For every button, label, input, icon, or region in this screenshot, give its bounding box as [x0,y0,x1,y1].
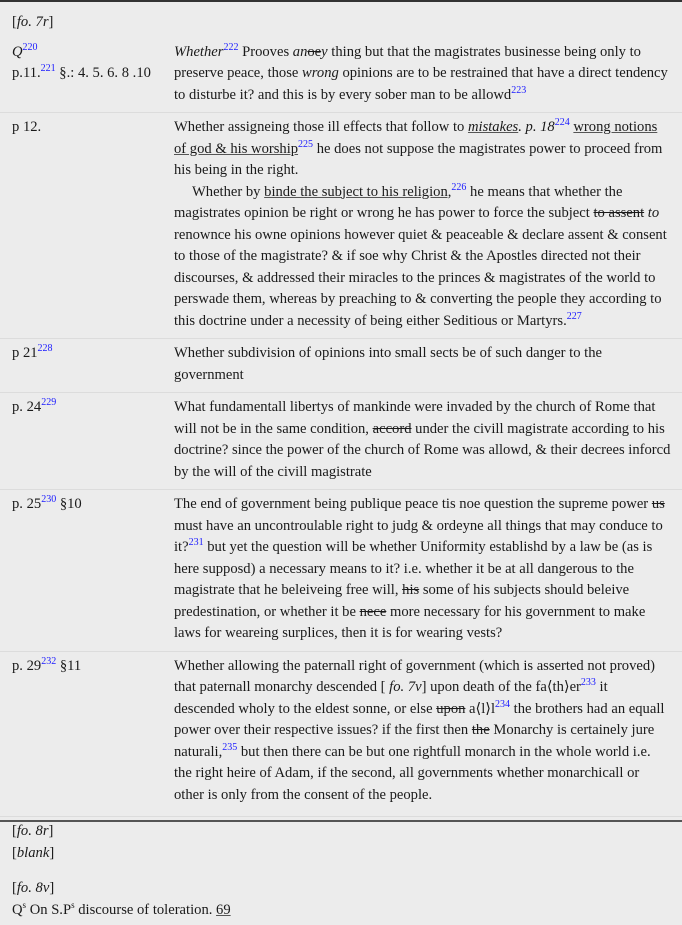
query-row [0,38,682,113]
folio-header [0,8,682,38]
footnote-ref[interactable]: 233 [580,677,596,689]
text-segment: but then there can be but one rightfull monarch in the whole world i.e. the right heire of Adam, if the second, all governments whether monarchicall or other is only from the consent of the people. [174,743,651,803]
query-text [174,343,672,386]
query-row [0,489,682,651]
footnote-ref[interactable]: 220 [22,41,38,53]
page-reference [12,117,174,332]
page-reference [12,397,174,483]
text-segment: but yet the question will be whether Uniformity establishd by a law be (as is here supposd) a necessary means to it? i.e. whether it be at all dangerous to the magistrate that he beleiveing free will, [174,539,653,598]
text-segment: Whether allowing the paternall right of government (which is asserted not proved) that paternall monarchy descended [ [174,657,656,695]
footnote-ref[interactable]: 232 [41,655,57,667]
folio-8r-block [0,816,682,868]
text-segment: p. 24 [12,399,42,415]
page-reference [12,494,174,645]
footnote-ref[interactable]: 229 [41,397,57,409]
text-segment: §.: 4. 5. 6. 8 .10 [55,65,151,81]
text-segment: p 12. [12,119,42,135]
paragraph [174,42,672,107]
query-text [174,494,672,645]
footnote-ref[interactable]: 224 [554,117,570,129]
text-segment: ] upon death of the fa⟨th⟩er [421,679,581,695]
superscript-abbrev: s [71,899,75,910]
struck-text: oe [307,43,322,60]
text-segment: Monarchy is certainely jure naturali, [174,722,655,760]
italic-text: Q [12,43,23,60]
text-segment: Whether assigneing those ill effects that follow to [174,119,468,135]
paragraph [174,343,672,386]
text-segment: Whether by [192,183,265,200]
underlined-text: wrong notions of god & his worship [174,119,658,157]
italic-underlined-text: mistakes [467,119,519,135]
top-rule [0,0,682,2]
folio-8r [12,821,670,843]
text-segment: §11 [56,657,82,674]
struck-text: nece [359,603,387,620]
text-segment: ] [48,14,54,30]
folio-8v-block [0,874,682,925]
italic-text: fo. 8r [16,823,49,839]
text-segment: he means that whether the magistrates opinion be right or wrong he has power to force the subject [174,183,623,221]
query-text [174,117,672,332]
text-segment: Whether subdivision of opinions into small sects be of such danger to the government [174,345,603,383]
footnote-ref[interactable]: 222 [223,41,239,53]
text-segment: [ [12,844,17,861]
text-segment: the brothers had an equall power over their respective issues? if the first then [174,700,665,738]
footnote-ref[interactable]: 226 [451,181,467,193]
italic-text: fo. 7v [389,679,422,695]
text-segment: it descended wholy to the eldest sonne, or else [174,679,608,717]
italic-text: . p. 18 [518,119,555,135]
folio-8v [12,878,670,900]
query-row [0,651,682,813]
text-segment: ] [49,880,55,896]
query-text [174,397,672,483]
struck-text: the [471,722,490,738]
paragraph [174,117,672,182]
text-segment: p. 25 [12,496,42,512]
text-segment: p 21 [12,345,38,361]
page-reference [12,343,174,386]
text-segment: thing but that the magistrates businesse being only to preserve peace, those [174,43,641,81]
footnote-ref[interactable]: 227 [566,310,582,322]
text-segment: [ [12,14,17,30]
underlined-text: binde the subject to his religion, [264,183,452,200]
text-segment: a⟨l⟩l [465,700,496,717]
text-segment: ] [48,823,54,839]
text-segment: renownce his owne opinions however quiet & peaceable & declare assent & consent to those of the magistrate? & if soe why Christ & the Apostles directed not their discourses, & addressed their miracles to the princes & magistrates of the world to perswade them, whereas by preaching to & converting the people they according to this doctrine under a necessity of being either Seditious or Martyrs. [174,226,667,329]
footnote-ref[interactable]: 223 [511,84,527,96]
text-segment: Prooves [238,43,293,60]
query-row [0,392,682,489]
text-segment: must have an uncontroulable right to judg & ordeyne all things that may conduce to it? [174,517,663,555]
italic-text: y [321,43,328,60]
struck-text: us [651,496,665,512]
text-segment: some of his subjects should beleive predestination, or whether it be [174,582,630,620]
text-segment: ] [49,844,55,861]
page-reference [12,42,174,107]
text-segment: [ [12,823,17,839]
footnote-ref[interactable]: 235 [222,741,238,753]
endorsement-title [12,900,670,922]
text-segment: Q [12,901,23,918]
footnote-ref[interactable]: 221 [40,63,56,75]
text-segment: more necessary for his government to make laws for weareing surplices, then it is for wearing vests? [174,603,646,641]
query-rows [0,38,682,813]
page-reference [12,656,174,807]
paragraph [174,656,672,807]
italic-text: fo. 8v [16,880,50,896]
superscript-abbrev: s [22,899,27,910]
query-row [0,112,682,338]
blank-note [12,843,670,865]
text-segment: discourse of toleration. [74,901,217,918]
paragraph [174,182,672,333]
footnote-ref[interactable]: 230 [41,494,57,506]
struck-text: accord [372,420,412,437]
query-text [174,656,672,807]
transcription-table [0,8,682,925]
struck-text: his [402,582,420,598]
paragraph [174,494,672,645]
footnote-ref[interactable]: 225 [298,138,314,150]
underlined-text: 69 [216,901,231,918]
text-segment: p. 29 [12,657,42,674]
footnote-ref[interactable]: 228 [37,343,53,355]
text-segment: What fundamentall libertys of mankinde were invaded by the church of Rome that will not be in the same condition, [174,399,656,437]
struck-text: to assent [593,205,645,221]
text-segment: p.11. [12,65,41,81]
text-segment: The end of government being publique peace tis noe question the supreme power [174,496,652,512]
query-row [0,338,682,392]
paragraph [174,397,672,483]
italic-text: to [647,205,660,221]
italic-text: fo. 7r [16,14,49,30]
footnote-ref[interactable]: 231 [188,537,204,549]
struck-text: upon [436,700,466,717]
text-segment: [ [12,880,17,896]
query-text [174,42,672,107]
italic-text: blank [16,844,50,861]
text-segment: On S.P [26,901,72,918]
footnote-ref[interactable]: 234 [495,698,511,710]
italic-text: an [292,43,308,60]
text-segment: §10 [56,496,82,512]
text-segment: opinions are to be restrained that have a direct tendency to disturbe it? and this is by every sober man to be allowd [174,65,668,103]
italic-text: Whether [174,43,224,60]
text-segment: he does not suppose the magistrates power to proceed from his being in the right. [174,140,663,178]
text-segment: under the civill magistrate according to his doctrine? since the power of the church of Rome was allowd, & their decrees inforcd by the will of the civill magistrate [174,420,671,480]
italic-text: wrong [302,65,339,81]
